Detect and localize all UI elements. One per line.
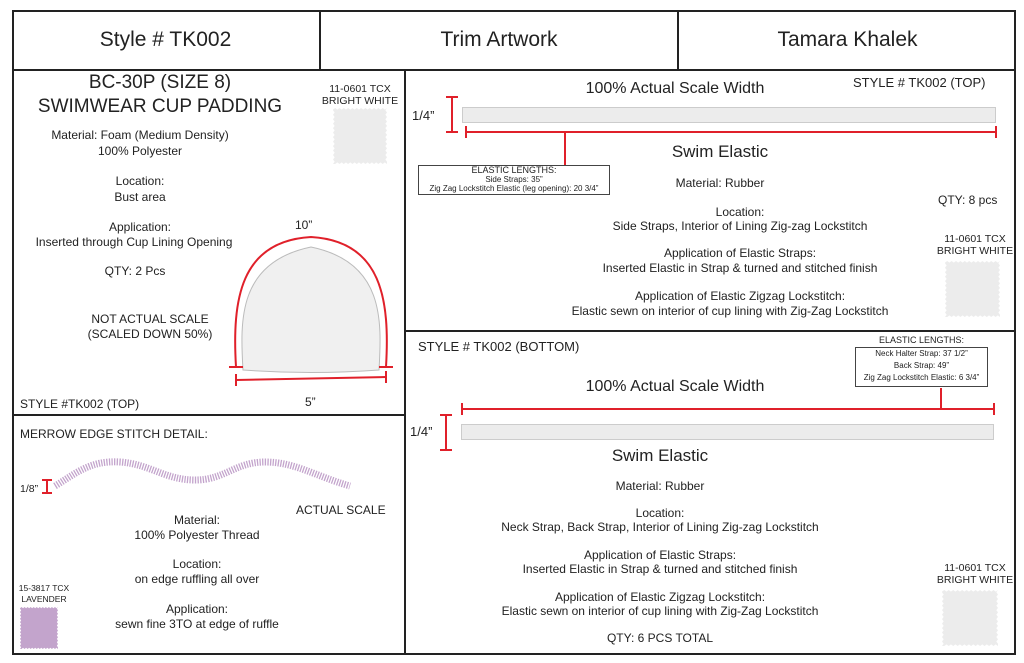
top-location-value: Side Straps, Interior of Lining Zig-zag Lockstitch — [612, 219, 868, 233]
bottom-style-label: STYLE # TK002 (BOTTOM) — [418, 339, 580, 354]
bottom-app1-label: Application of Elastic Straps: — [583, 548, 737, 562]
header-designer: Tamara Khalek — [777, 28, 918, 51]
merrow-location-value: on edge ruffling all over — [134, 572, 260, 586]
cup-location-value: Bust area — [114, 190, 166, 204]
bottom-app2-label: Application of Elastic Zigzag Lockstitch: — [554, 590, 766, 604]
bottom-material: Material: Rubber — [615, 479, 705, 493]
bottom-length-3: Zig Zag Lockstitch Elastic: 6 3/4” — [863, 373, 980, 382]
cup-qty: QTY: 2 Pcs — [104, 264, 166, 278]
top-lengths-note — [418, 165, 610, 195]
bottom-app2-value: Elastic sewn on interior of cup lining with Zig-Zag Lockstitch — [501, 604, 819, 618]
cup-scale-1: NOT ACTUAL SCALE — [91, 312, 209, 326]
top-width-dim: 1/4” — [412, 108, 435, 123]
header-title: Trim Artwork — [440, 28, 558, 51]
bottom-lengths-note — [855, 335, 988, 387]
merrow-title: MERROW EDGE STITCH DETAIL: — [20, 427, 208, 441]
bottom-color-code: 11-0601 TCX — [944, 562, 1006, 574]
cup-application-value: Inserted through Cup Lining Opening — [35, 235, 233, 249]
cup-location-label: Location: — [115, 174, 165, 188]
merrow-material-value: 100% Polyester Thread — [134, 528, 260, 542]
cup-material-2: 100% Polyester — [97, 144, 183, 158]
top-app2-value: Elastic sewn on interior of cup lining with Zig-Zag Lockstitch — [571, 304, 889, 318]
merrow-application-label: Application: — [165, 602, 229, 616]
merrow-material-label: Material: — [173, 513, 220, 527]
top-location-label: Location: — [715, 205, 765, 219]
bottom-scale-title: 100% Actual Scale Width — [585, 378, 765, 395]
lavender-color-code: 15-3817 TCX — [18, 583, 70, 593]
bottom-elastic-name: Swim Elastic — [611, 446, 709, 465]
cup-application-label: Application: — [108, 220, 172, 234]
top-scale-title: 100% Actual Scale Width — [585, 80, 765, 97]
bottom-qty: QTY: 6 PCS TOTAL — [606, 631, 714, 645]
top-style-label: STYLE # TK002 (TOP) — [853, 75, 986, 90]
merrow-application-value: sewn fine 3TO at edge of ruffle — [115, 617, 279, 631]
cup-scale-2: (SCALED DOWN 50%) — [87, 327, 213, 341]
bottom-width-dim: 1/4” — [410, 424, 433, 439]
merrow-location-label: Location: — [172, 557, 222, 571]
cup-dim-height: 10” — [295, 218, 313, 232]
bottom-bright-white-swatch — [942, 590, 998, 646]
top-elastic-name: Swim Elastic — [671, 142, 769, 161]
bottom-color-name: BRIGHT WHITE — [936, 574, 1014, 586]
top-lengths-title: ELASTIC LENGTHS: — [471, 165, 557, 175]
header-style: Style # TK002 — [99, 28, 232, 51]
merrow-scale: ACTUAL SCALE — [296, 503, 386, 517]
cup-style-label: STYLE #TK002 (TOP) — [20, 397, 140, 411]
bottom-length-1: Neck Halter Strap: 37 1/2” — [875, 349, 968, 358]
bottom-length-2: Back Strap: 49” — [893, 361, 950, 370]
cup-material-1: Material: Foam (Medium Density) — [51, 128, 229, 142]
bottom-app1-value: Inserted Elastic in Strap & turned and stitched finish — [522, 562, 798, 576]
bottom-location-label: Location: — [635, 506, 685, 520]
bottom-location-value: Neck Strap, Back Strap, Interior of Lining Zig-zag Lockstitch — [501, 520, 819, 534]
cup-color-code: 11-0601 TCX — [329, 83, 391, 95]
cup-color-name: BRIGHT WHITE — [321, 95, 399, 107]
top-bright-white-swatch — [945, 261, 1000, 317]
top-length-2: Zig Zag Lockstitch Elastic (leg opening): 20 3/4” — [429, 184, 599, 193]
top-material: Material: Rubber — [675, 176, 765, 190]
merrow-dim: 1/8” — [20, 483, 39, 495]
top-color-code: 11-0601 TCX — [944, 233, 1006, 245]
top-app1-value: Inserted Elastic in Strap & turned and stitched finish — [602, 261, 878, 275]
cup-dim-width: 5” — [305, 395, 316, 409]
lavender-color-name: LAVENDER — [21, 594, 67, 604]
top-app2-label: Application of Elastic Zigzag Lockstitch: — [634, 289, 846, 303]
top-qty: QTY: 8 pcs — [938, 193, 998, 207]
top-length-1: Side Straps: 35” — [485, 175, 543, 184]
bottom-lengths-title: ELASTIC LENGTHS: — [878, 335, 965, 345]
top-color-name: BRIGHT WHITE — [936, 245, 1014, 257]
bottom-elastic-sample — [461, 424, 994, 440]
cup-title-2: SWIMWEAR CUP PADDING — [37, 96, 283, 117]
cup-title-1: BC-30P (SIZE 8) — [88, 72, 232, 93]
top-app1-label: Application of Elastic Straps: — [663, 246, 817, 260]
